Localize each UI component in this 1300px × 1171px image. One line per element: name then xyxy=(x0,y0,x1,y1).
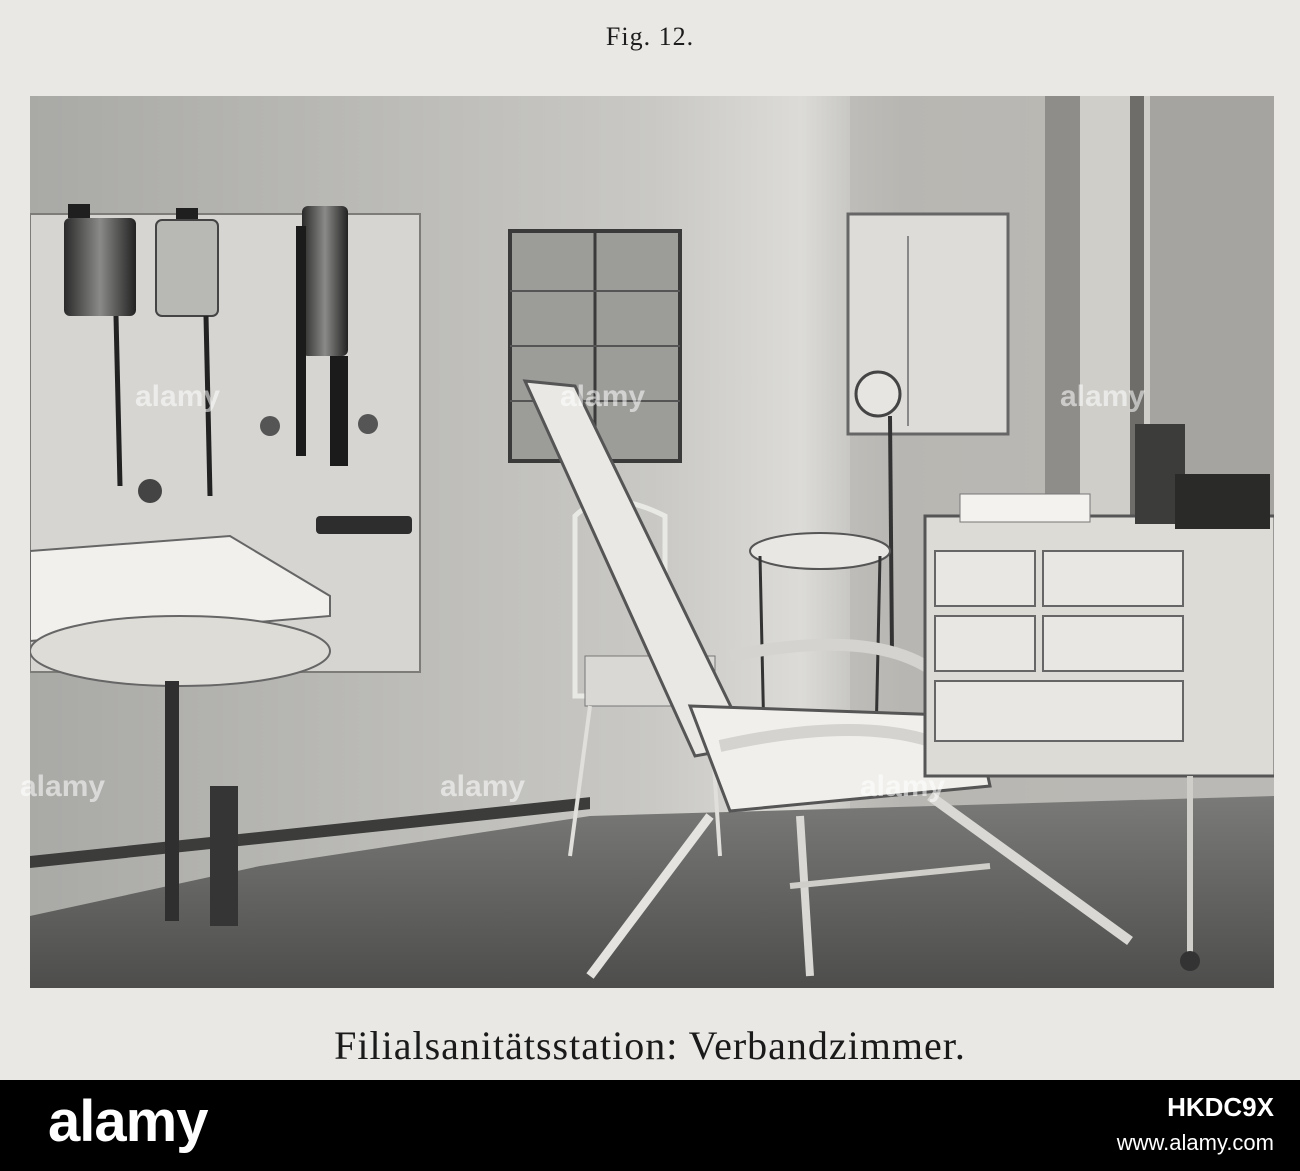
room-photo-drawing xyxy=(30,96,1274,988)
watermark: alamy xyxy=(860,770,946,803)
figure-label: Fig. 12. xyxy=(605,22,695,51)
watermark: alamy xyxy=(560,380,646,413)
watermark: alamy xyxy=(1060,380,1146,413)
watermark: alamy xyxy=(135,380,221,413)
image-id: HKDC9X xyxy=(1167,1092,1274,1122)
watermark: alamy xyxy=(440,770,526,803)
photograph xyxy=(30,96,1274,988)
figure-caption: Filialsanitätsstation: Verbandzimmer. xyxy=(334,1023,966,1068)
watermark: alamy xyxy=(20,770,106,803)
site-url: www.alamy.com xyxy=(1116,1130,1274,1155)
stock-banner xyxy=(0,1080,1300,1171)
alamy-logo: alamy xyxy=(48,1089,208,1154)
